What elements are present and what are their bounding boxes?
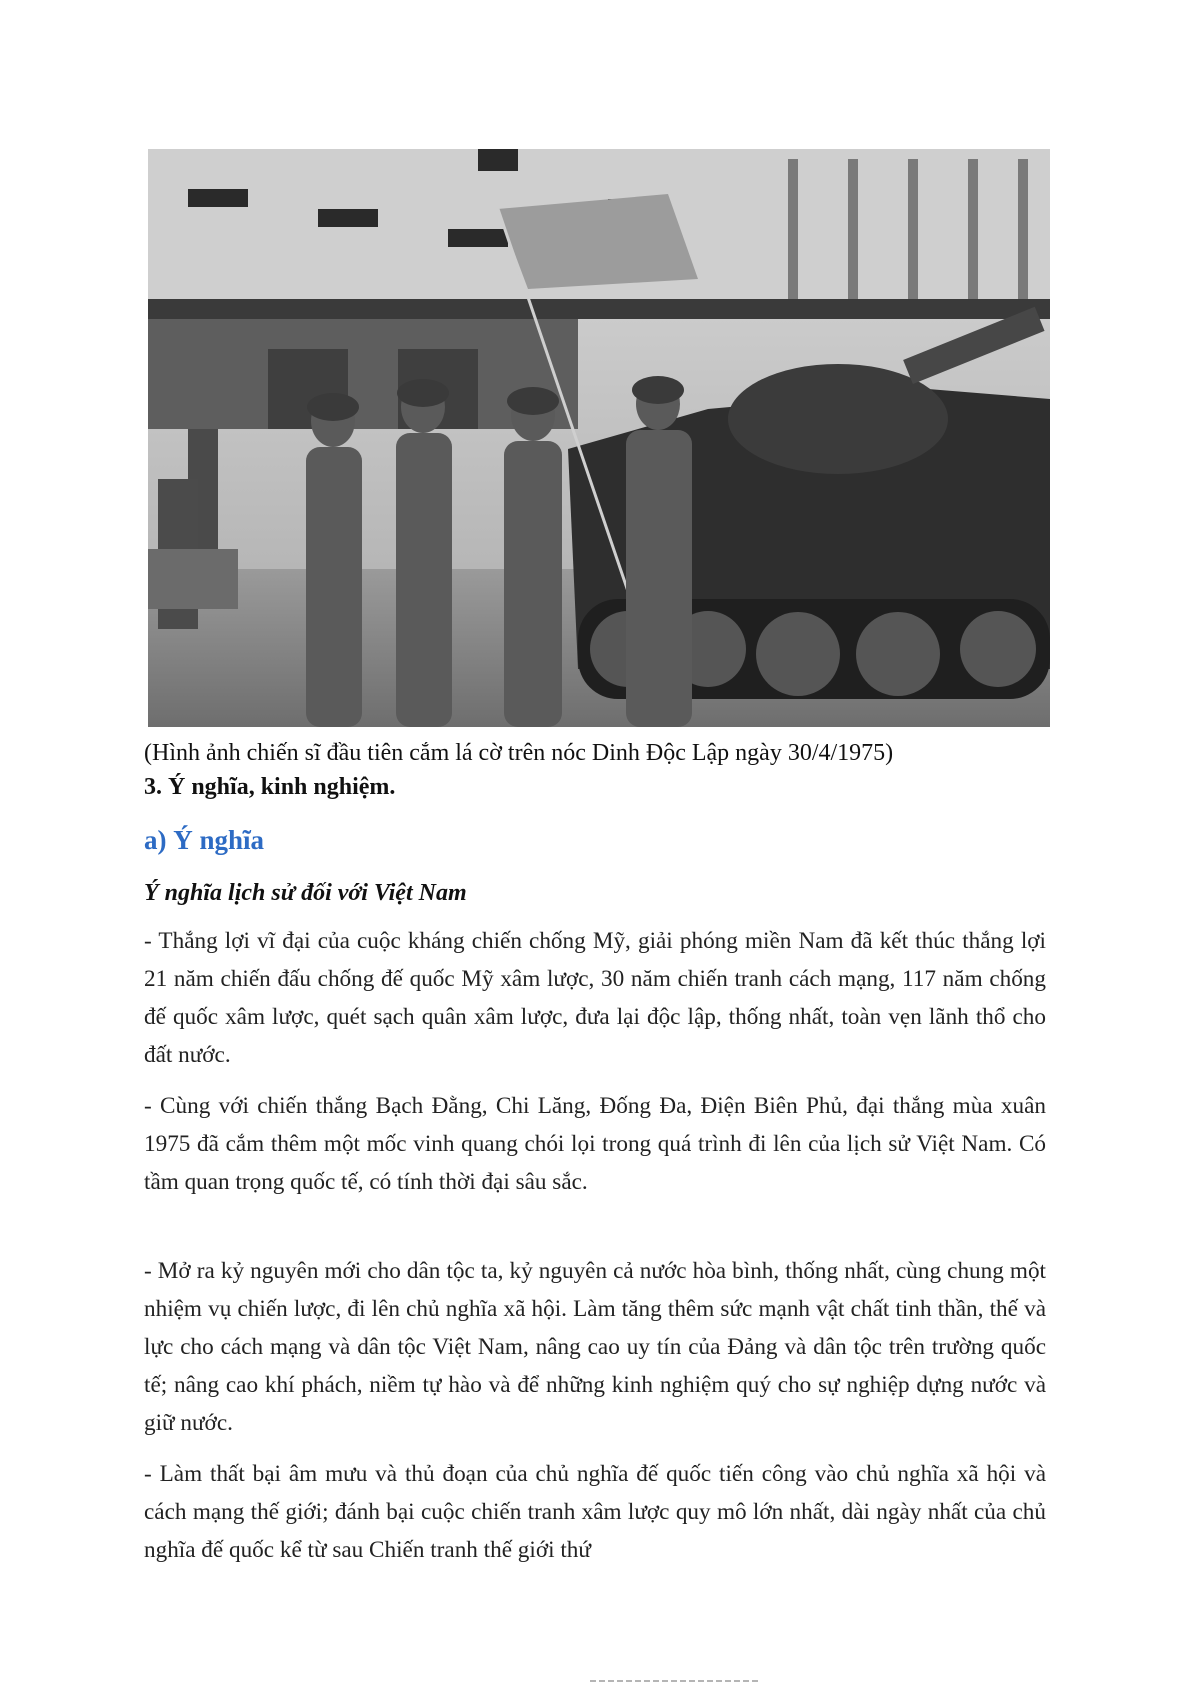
lead-heading: Ý nghĩa lịch sử đối với Việt Nam [144, 880, 467, 906]
paragraph-3: - Mở ra kỷ nguyên mới cho dân tộc ta, kỷ nguyên cả nước hòa bình, thống nhất, cùng chung một nhiệm vụ chiến lược, đi lên chủ nghĩa xã hội. Làm tăng thêm sức mạnh vật chất tinh thần, thế và lực cho cách mạng và dân tộc Việt Nam, nâng cao uy tín của Đảng và dân tộc trên trường quốc tế; nâng cao khí phách, niềm tự hào và để những kinh nghiệm quý cho sự nghiệp dựng nước và giữ nước. [144, 1258, 1046, 1436]
section-title: 3. Ý nghĩa, kinh nghiệm. [144, 774, 396, 800]
photo-image [148, 149, 1050, 727]
footer-divider [590, 1680, 760, 1682]
historical-photo [148, 149, 1050, 727]
paragraph-4: - Làm thất bại âm mưu và thủ đoạn của chủ nghĩa đế quốc tiến công vào chủ nghĩa xã hội và cách mạng thế giới; đánh bại cuộc chiến tranh xâm lược quy mô lớn nhất, dài ngày nhất của chủ nghĩa đế quốc kể từ sau Chiến tranh thế giới thứ [144, 1461, 1046, 1563]
subheading-meaning: a) Ý nghĩa [144, 825, 265, 855]
photo-caption: (Hình ảnh chiến sĩ đầu tiên cắm lá cờ trên nóc Dinh Độc Lập ngày 30/4/1975) [144, 740, 894, 766]
paragraph-2: - Cùng với chiến thắng Bạch Đằng, Chi Lăng, Đống Đa, Điện Biên Phủ, đại thắng mùa xuân 1975 đã cắm thêm một mốc vinh quang chói lọi trong quá trình đi lên của lịch sử Việt Nam. Có tầm quan trọng quốc tế, có tính thời đại sâu sắc. [144, 1093, 1046, 1195]
paragraph-1: - Thắng lợi vĩ đại của cuộc kháng chiến chống Mỹ, giải phóng miền Nam đã kết thúc thắng lợi 21 năm chiến đấu chống đế quốc Mỹ xâm lược, 30 năm chiến tranh cách mạng, 117 năm chống đế quốc xâm lược, quét sạch quân xâm lược, đưa lại độc lập, thống nhất, toàn vẹn lãnh thổ cho đất nước. [144, 928, 1046, 1068]
